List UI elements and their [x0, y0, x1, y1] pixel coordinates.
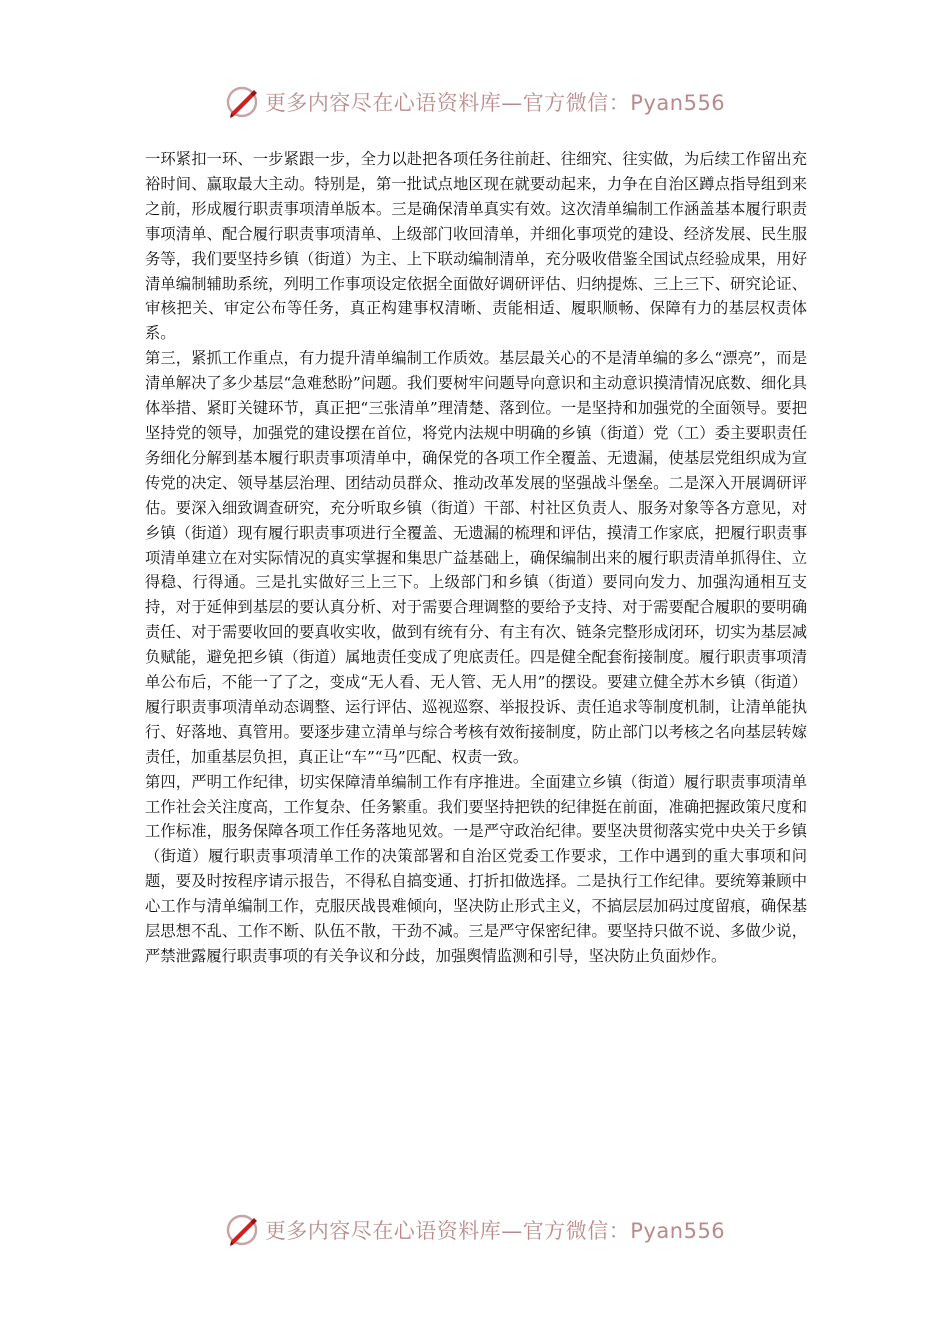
pen-circle-logo-icon [225, 1213, 259, 1247]
document-body [145, 147, 807, 969]
paragraph: 一环紧扣一环、一步紧跟一步，全力以赴把各项任务往前赶、往细究、往实做，为后续工作留出充裕时间、赢取最大主动。特别是，第一批试点地区现在就要动起来，力争在自治区蹲点指导组到来之前，形成履行职责事项清单版本。三是确保清单真实有效。这次清单编制工作涵盖基本履行职责事项清单、配合履行职责事项清单、上级部门收回清单，并细化事项党的建设、经济发展、民生服务等，我们要坚持乡镇（街道）为主、上下联动编制清单，充分吸收借鉴全国试点经验成果，用好清单编制辅助系统，列明工作事项设定依据全面做好调研评估、归纳提炼、三上三下、研究论证、审核把关、审定公布等任务，真正构建事权清晰、责能相适、履职顺畅、保障有力的基层权责体系。 [145, 150, 807, 343]
paragraph: 第四，严明工作纪律，切实保障清单编制工作有序推进。全面建立乡镇（街道）履行职责事项清单工作社会关注度高，工作复杂、任务繁重。我们要坚持把铁的纪律挺在前面，准确把握政策尺度和工作标准，服务保障各项工作任务落地见效。一是严守政治纪律。要坚决贯彻落实党中央关于乡镇（街道）履行职责事项清单工作的决策部署和自治区党委工作要求，工作中遇到的重大事项和问题，要及时按程序请示报告，不得私自搞变通、打折扣做选择。二是执行工作纪律。要统筹兼顾中心工作与清单编制工作，克服厌战畏难倾向，坚决防止形式主义，不搞层层加码过度留痕，确保基层思想不乱、工作不断、队伍不散，干劲不减。三是严守保密纪律。要坚持只做不说、多做少说，严禁泄露履行职责事项的有关争议和分歧，加强舆情监测和引导，坚决防止负面炒作。 [145, 772, 807, 965]
paragraph: 第三，紧抓工作重点，有力提升清单编制工作质效。基层最关心的不是清单编的多么“漂亮”，而是清单解决了多少基层“急难愁盼”问题。我们要树牢问题导向意识和主动意识摸清情况底数、细化具体举措、紧盯关键环节，真正把“三张清单”理清楚、落到位。一是坚持和加强党的全面领导。要把坚持党的领导，加强党的建设摆在首位，将党内法规中明确的乡镇（街道）党（工）委主要职责任务细化分解到基本履行职责事项清单中，确保党的各项工作全覆盖、无遗漏，使基层党组织成为宣传党的决定、领导基层治理、团结动员群众、推动改革发展的坚强战斗堡垒。二是深入开展调研评估。要深入细致调查研究，充分听取乡镇（街道）干部、村社区负责人、服务对象等各方意见，对乡镇（街道）现有履行职责事项进行全覆盖、无遗漏的梳理和评估，摸清工作家底，把履行职责事项清单建立在对实际情况的真实掌握和集思广益基础上，确保编制出来的履行职责清单抓得住、立得稳、行得通。三是扎实做好三上三下。上级部门和乡镇（街道）要同向发力、加强沟通相互支持，对于延伸到基层的要认真分析、对于需要合理调整的要给予支持、对于需要配合履职的要明确责任、对于需要收回的要真收实收，做到有统有分、有主有次、链条完整形成闭环，切实为基层减负赋能，避免把乡镇（街道）属地责任变成了兜底责任。四是健全配套衔接制度。履行职责事项清单公布后，不能一了了之，变成“无人看、无人管、无人用”的摆设。要建立健全苏木乡镇（街道）履行职责事项清单动态调整、运行评估、巡视巡察、举报投诉、责任追求等制度机制，让清单能执行、好落地、真管用。要逐步建立清单与综合考核有效衔接制度，防止部门以考核之名向基层转嫁责任，加重基层负担，真正让“车”“马”匹配、权责一致。 [145, 349, 807, 766]
pen-circle-logo-icon [225, 85, 259, 119]
footer-banner [0, 1210, 950, 1250]
banner-text: 更多内容尽在心语资料库—官方微信：Pyan556 [264, 91, 726, 115]
header-banner [0, 82, 950, 122]
banner-text: 更多内容尽在心语资料库—官方微信：Pyan556 [264, 1219, 726, 1243]
